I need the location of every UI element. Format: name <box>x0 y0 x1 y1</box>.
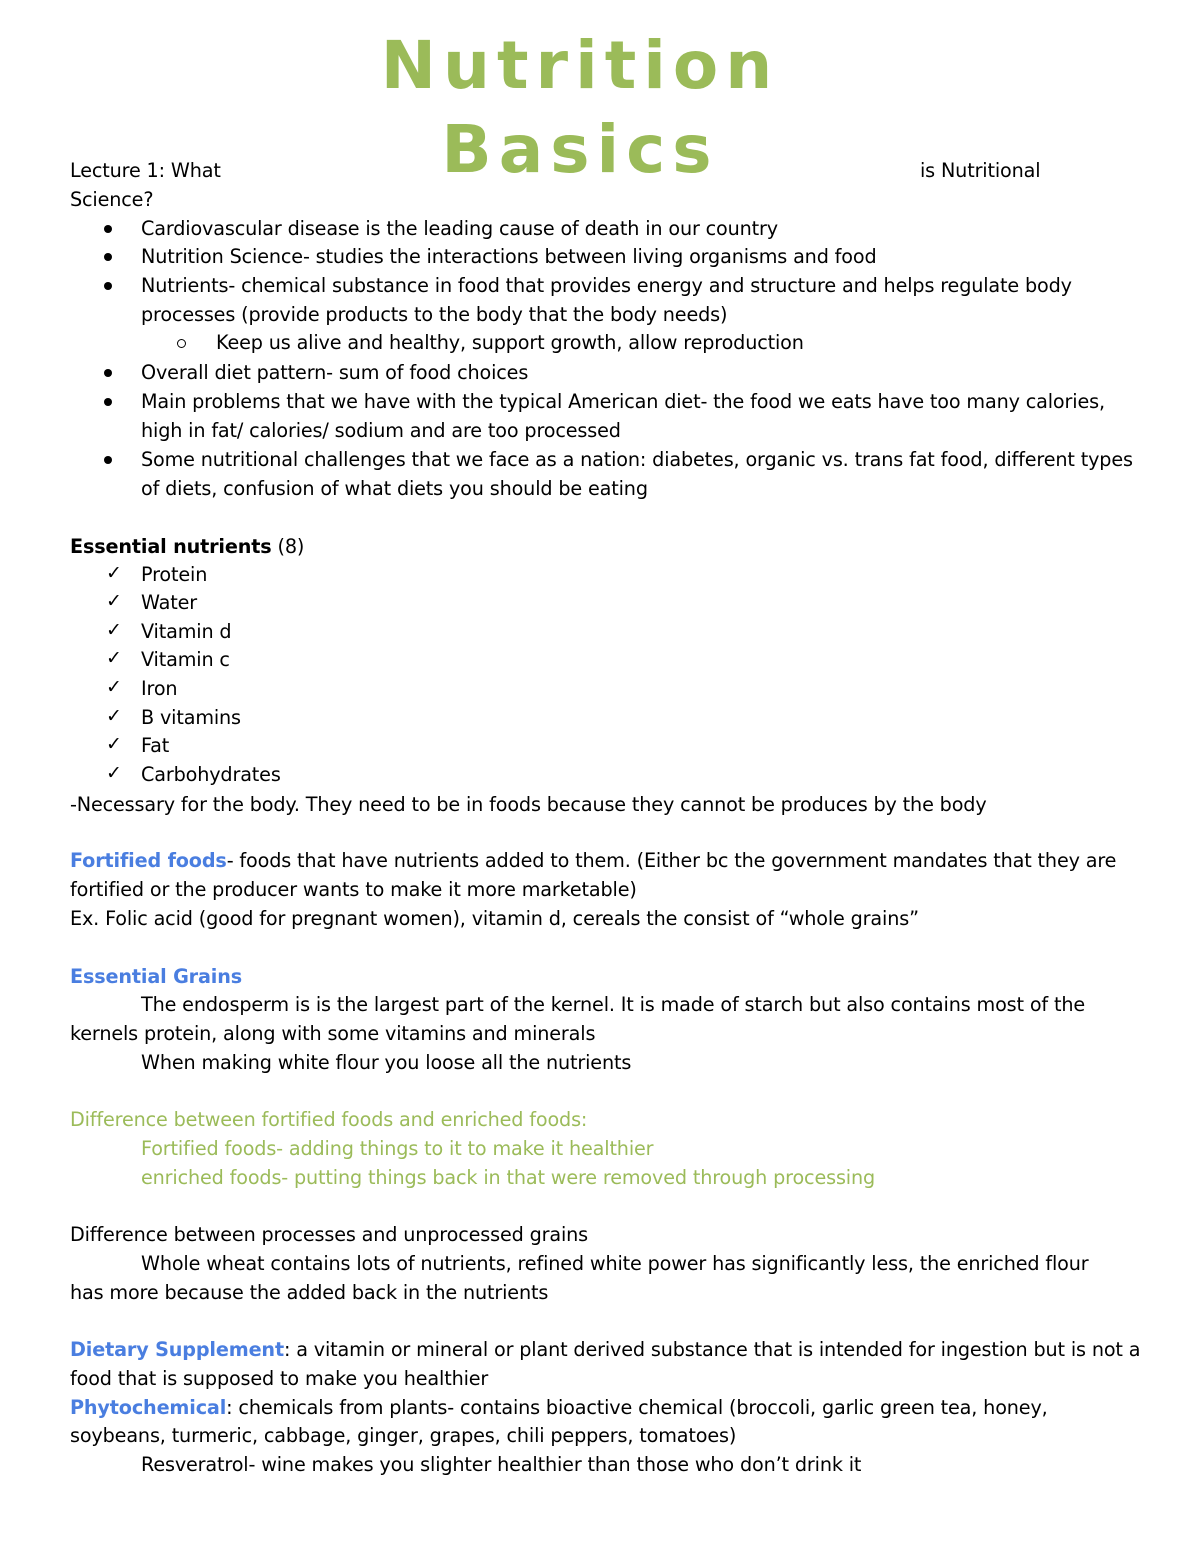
bullet-icon <box>104 398 112 406</box>
essential-heading: Essential nutrients <box>70 535 272 558</box>
essential-item: Vitamin d <box>141 620 232 643</box>
bullet-text-cont: processes (provide products to the body that the body needs) <box>141 303 728 326</box>
processed-heading: Difference between processes and unprocessed grains <box>70 1223 589 1246</box>
bullet-icon <box>104 225 112 233</box>
title-line-2: Basics <box>441 111 719 188</box>
supplement-definition: : a vitamin or mineral or plant derived substance that is intended for ingestion but is not a <box>283 1338 1141 1361</box>
sub-bullet-text: Keep us alive and healthy, support growth, allow reproduction <box>216 331 804 354</box>
check-icon: ✓ <box>106 705 122 727</box>
supplement-definition-cont: food that is supposed to make you healthier <box>70 1367 489 1390</box>
check-icon: ✓ <box>106 647 122 669</box>
fortified-row <box>70 846 1116 875</box>
bullet-text: Nutrients- chemical substance in food that provides energy and structure and helps regulate body <box>141 274 1072 297</box>
essential-heading-row <box>70 532 304 561</box>
phyto-example: Resveratrol- wine makes you slighter healthier than those who don’t drink it <box>141 1453 862 1476</box>
bullet-icon <box>104 282 112 290</box>
grains-line: kernels protein, along with some vitamins and minerals <box>70 1022 596 1045</box>
processed-line: Whole wheat contains lots of nutrients, refined white power has significantly less, the enriched flour <box>141 1252 1089 1275</box>
grains-heading: Essential Grains <box>70 965 242 988</box>
essential-note: -Necessary for the body. They need to be in foods because they cannot be produces by the body <box>70 793 987 816</box>
fortified-term: Fortified foods <box>70 849 227 872</box>
check-icon: ✓ <box>106 619 122 641</box>
bullet-text: Nutrition Science- studies the interactions between living organisms and food <box>141 245 877 268</box>
processed-line: has more because the added back in the nutrients <box>70 1281 549 1304</box>
bullet-text: Main problems that we have with the typical American diet- the food we eats have too many calories, <box>141 390 1105 413</box>
grains-line: When making white flour you loose all the nutrients <box>141 1051 632 1074</box>
essential-item: Water <box>141 591 197 614</box>
difference-line: enriched foods- putting things back in that were removed through processing <box>141 1166 876 1189</box>
essential-item: Carbohydrates <box>141 763 281 786</box>
check-icon: ✓ <box>106 762 122 784</box>
essential-item: B vitamins <box>141 706 241 729</box>
grains-line: The endosperm is is the largest part of the kernel. It is made of starch but also contains most of the <box>141 993 1086 1016</box>
bullet-icon <box>104 253 112 261</box>
essential-item: Protein <box>141 563 208 586</box>
lecture-heading-right: is Nutritional <box>920 159 1041 182</box>
essential-item: Iron <box>141 677 178 700</box>
lecture-heading-cont: Science? <box>70 188 154 211</box>
phyto-definition-cont: soybeans, turmeric, cabbage, ginger, grapes, chili peppers, tomatoes) <box>70 1424 737 1447</box>
essential-item: Vitamin c <box>141 648 230 671</box>
bullet-icon <box>104 456 112 464</box>
check-icon: ✓ <box>106 590 122 612</box>
phyto-term: Phytochemical <box>70 1396 227 1419</box>
phyto-definition: : chemicals from plants- contains bioactive chemical (broccoli, garlic green tea, honey, <box>226 1396 1048 1419</box>
difference-line: Fortified foods- adding things to it to make it healthier <box>141 1137 654 1160</box>
fortified-definition-cont: fortified or the producer wants to make it more marketable) <box>70 878 637 901</box>
lecture-heading-left: Lecture 1: What <box>70 159 221 182</box>
fortified-definition: - foods that have nutrients added to them. (Either bc the government mandates that they are <box>226 849 1117 872</box>
bullet-text: Some nutritional challenges that we face as a nation: diabetes, organic vs. trans fat food, different types <box>141 448 1133 471</box>
essential-count: (8) <box>271 535 305 558</box>
bullet-icon <box>104 369 112 377</box>
check-icon: ✓ <box>106 733 122 755</box>
supplement-term: Dietary Supplement <box>70 1338 284 1361</box>
supplement-row <box>70 1335 1140 1364</box>
check-icon: ✓ <box>106 676 122 698</box>
fortified-example: Ex. Folic acid (good for pregnant women), vitamin d, cereals the consist of “whole grains” <box>70 907 919 930</box>
bullet-text: Overall diet pattern- sum of food choices <box>141 361 529 384</box>
essential-item: Fat <box>141 734 170 757</box>
difference-heading: Difference between fortified foods and enriched foods: <box>70 1108 588 1131</box>
bullet-text-cont: of diets, confusion of what diets you should be eating <box>141 477 648 500</box>
bullet-text-cont: high in fat/ calories/ sodium and are too processed <box>141 419 621 442</box>
sub-bullet-icon <box>177 339 186 348</box>
title-line-1: Nutrition <box>380 27 780 104</box>
bullet-text: Cardiovascular disease is the leading cause of death in our country <box>141 217 778 240</box>
phyto-row <box>70 1393 1048 1422</box>
check-icon: ✓ <box>106 562 122 584</box>
